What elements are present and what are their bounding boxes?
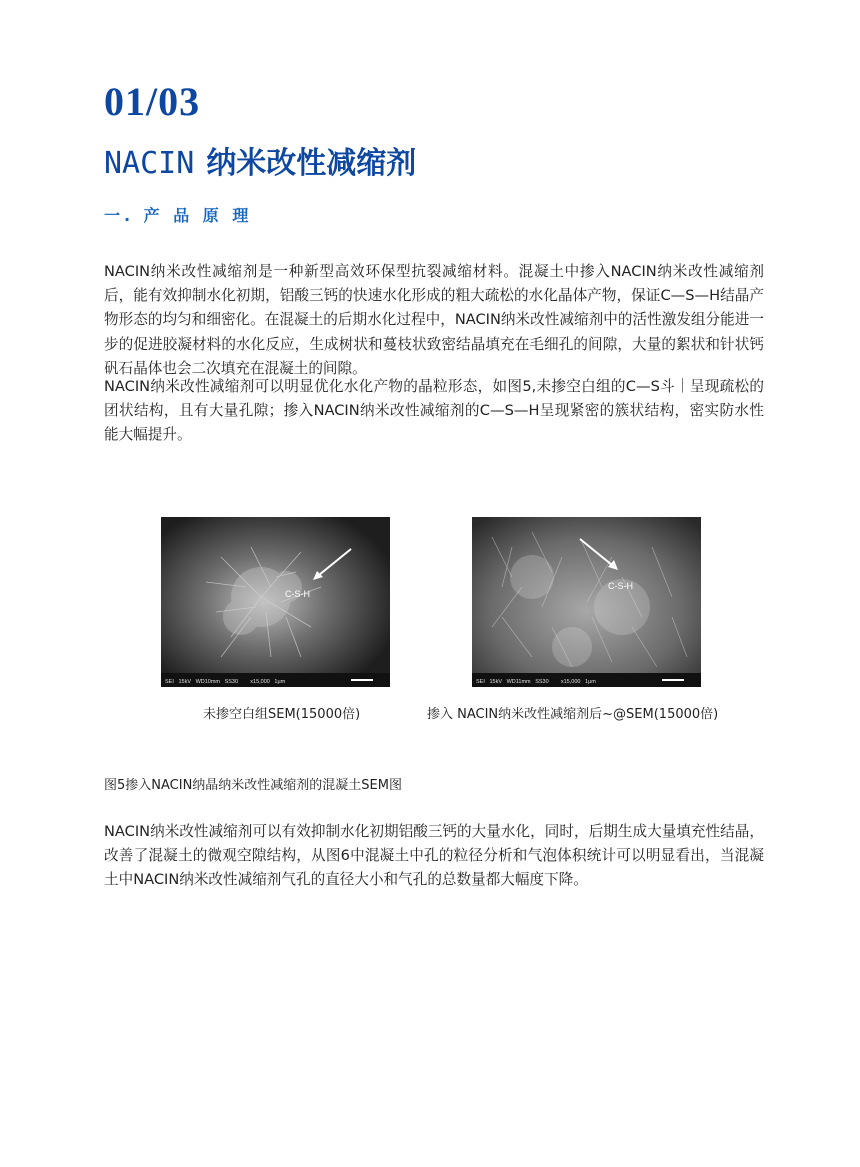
sem-label-right: C-S-H (608, 581, 633, 591)
paragraph-principle: NACIN纳米改性减缩剂是一种新型高效环保型抗裂减缩材料。混凝土中掺入NACIN纳米改性减缩剂后，能有效抑制水化初期，铝酸三钙的快速水化形成的粗大疏松的水化晶体产物，保证C—S—H结晶产物形态的均匀和细密化。在混凝土的后期水化过程中，NACIN纳米改性减缩剂中的活性激发组分能进一步的促进胶凝材料的水化反应，生成树状和蔓枝状致密结晶填充在毛细孔的间隙，大量的絮状和针状钙矾石晶体也会二次填充在混凝土的间隙。 (104, 263, 764, 377)
sem-label-left: C-S-H (285, 589, 310, 599)
sem-image-nacin (472, 517, 701, 687)
sem-scale-right: SEI 15kV WD11mm SS30 x15,000 1μm (476, 679, 596, 685)
sem-caption-nacin: 掺入 NACIN纳米改性减缩剂后~@SEM(15000倍) (427, 707, 719, 722)
paragraph-pore-structure: NACIN纳米改性减缩剂可以有效抑制水化初期铝酸三钙的大量水化，同时，后期生成大量填充性结晶，改善了混凝土的微观空隙结构，从图6中混凝土中孔的粒径分析和气泡体积统计可以明显看出，当混凝土中NACIN纳米改性减缩剂气孔的直径大小和气孔的总数量都大幅度下降。 (104, 823, 764, 889)
product-title-cn: 纳米改性减缩剂 (206, 146, 417, 181)
page-number: 01/03 (104, 79, 201, 124)
figure-caption: 图5掺入NACIN纳晶纳米改性减缩剂的混凝土SEM图 (104, 778, 402, 793)
sem-scale-left: SEI 15kV WD10mm SS30 x15,000 1μm (165, 679, 286, 685)
sem-caption-blank: 未掺空白组SEM(15000倍) (203, 707, 361, 722)
section-heading: 一. 产 品 原 理 (104, 206, 253, 225)
sem-image-blank (161, 517, 390, 687)
product-title (104, 138, 416, 182)
product-title-en: NACIN (104, 146, 195, 181)
paragraph-morphology: NACIN纳米改性减缩剂可以明显优化水化产物的晶粒形态，如图5,未掺空白组的C—S斗｜呈现疏松的团状结构，且有大量孔隙；掺入NACIN纳米改性减缩剂的C—S—H呈现紧密的簇状结构，密实防水性能大幅提升。 (104, 378, 764, 444)
